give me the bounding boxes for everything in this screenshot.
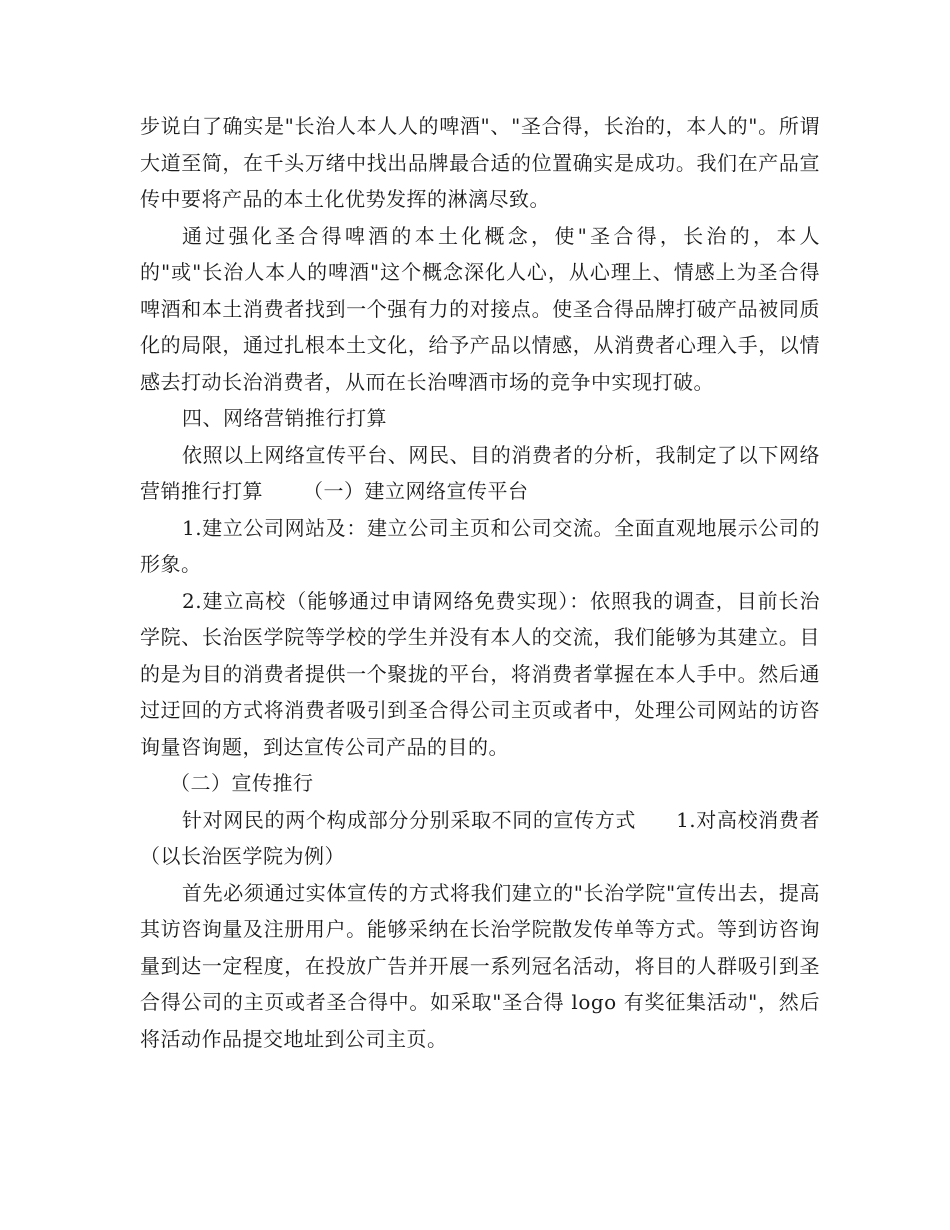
paragraph-4: 1.建立公司网站及：建立公司主页和公司交流。全面直观地展示公司的形象。 [140, 515, 820, 576]
paragraph-1: 步说白了确实是"长治人本人人的啤酒"、"圣合得，长治的，本人的"。所谓大道至简，在千头万绪中找出品牌最合适的位置确实是成功。我们在产品宣传中要将产品的本土化优势发挥的淋漓尽致。 [140, 114, 820, 211]
list-item-1: 1.对高校消费者（以长治医学院为例） [140, 807, 820, 868]
paragraph-2: 通过强化圣合得啤酒的本土化概念，使"圣合得，长治的，本人的"或"长治人本人的啤酒"这个概念深化人心，从心理上、情感上为圣合得啤酒和本土消费者找到一个强有力的对接点。使圣合得品牌打破产品被同质化的局限，通过扎根本土文化，给予产品以情感，从消费者心理入手，以情感去打动长治消费者，从而在长治啤酒市场的竞争中实现打破。 [140, 223, 820, 394]
subsection-heading-1: （一）建立网络宣传平台 [303, 479, 529, 503]
subsection-heading-2: （二）宣传推行 [170, 771, 314, 795]
paragraph-6-text: 针对网民的两个构成部分分别采取不同的宣传方式 [182, 807, 637, 832]
document-body [140, 108, 820, 1057]
paragraph-7: 首先必须通过实体宣传的方式将我们建立的"长治学院"宣传出去，提高其访咨询量及注册用户。能够采纳在长治学院散发传单等方式。等到访咨询量到达一定程度，在投放广告并开展一系列冠名活动，将目的人群吸引到圣合得公司的主页或者圣合得中。如采取"圣合得 logo 有奖征集活动"，然后将活动作品提交地址到公司主页。 [140, 880, 820, 1051]
paragraph-3 [140, 437, 820, 510]
paragraph-3-text: 依照以上网络宣传平台、网民、目的消费者的分析，我制定了以下网络营销推行打算 [140, 442, 820, 503]
section-heading-4: 四、网络营销推行打算 [182, 406, 387, 430]
paragraph-6 [140, 802, 820, 875]
paragraph-5: 2.建立高校（能够通过申请网络免费实现）：依照我的调查，目前长治学院、长治医学院等学校的学生并没有本人的交流，我们能够为其建立。目的是为目的消费者提供一个聚拢的平台，将消费者掌握在本人手中。然后通过迂回的方式将消费者吸引到圣合得公司主页或者中，处理公司网站的访咨询量咨询题，到达宣传公司产品的目的。 [140, 588, 820, 759]
